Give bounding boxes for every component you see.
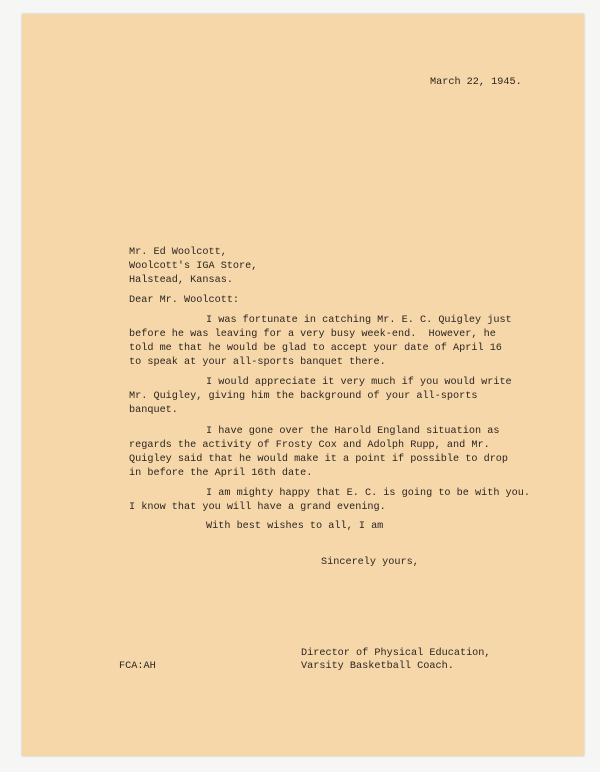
paragraph-line: in before the April 16th date. (129, 468, 313, 479)
complimentary-close: Sincerely yours, (321, 557, 419, 568)
reference-initials: FCA:AH (119, 661, 156, 672)
paragraph-line: I have gone over the Harold England situation as (206, 426, 500, 437)
paragraph-line: regards the activity of Frosty Cox and Adolph Rupp, and Mr. (129, 440, 490, 451)
recipient-name: Mr. Ed Woolcott, (129, 247, 227, 258)
paragraph-line: banquet. (129, 405, 178, 416)
paragraph-line: I am mighty happy that E. C. is going to be with you. (206, 488, 531, 499)
recipient-company: Woolcott's IGA Store, (129, 261, 258, 272)
paragraph-line: I know that you will have a grand evening. (129, 502, 386, 513)
letter-date: March 22, 1945. (430, 77, 522, 88)
paragraph-line: told me that he would be glad to accept your date of April 16 (129, 343, 502, 354)
paragraph-line: I would appreciate it very much if you would write (206, 377, 512, 388)
paragraph-line: Mr. Quigley, giving him the background of your all-sports (129, 391, 478, 402)
signature-title-line-1: Director of Physical Education, (301, 648, 491, 659)
paragraph-line: to speak at your all-sports banquet there. (129, 357, 386, 368)
paragraph-line: before he was leaving for a very busy week-end. However, he (129, 329, 496, 340)
paragraph-line: I was fortunate in catching Mr. E. C. Quigley just (206, 315, 512, 326)
salutation: Dear Mr. Woolcott: (129, 295, 240, 306)
letter-page (22, 14, 584, 756)
signature-title-line-2: Varsity Basketball Coach. (301, 661, 454, 672)
recipient-city: Halstead, Kansas. (129, 275, 233, 286)
paragraph-line: Quigley said that he would make it a point if possible to drop (129, 454, 509, 465)
closing-wishes: With best wishes to all, I am (206, 521, 384, 532)
